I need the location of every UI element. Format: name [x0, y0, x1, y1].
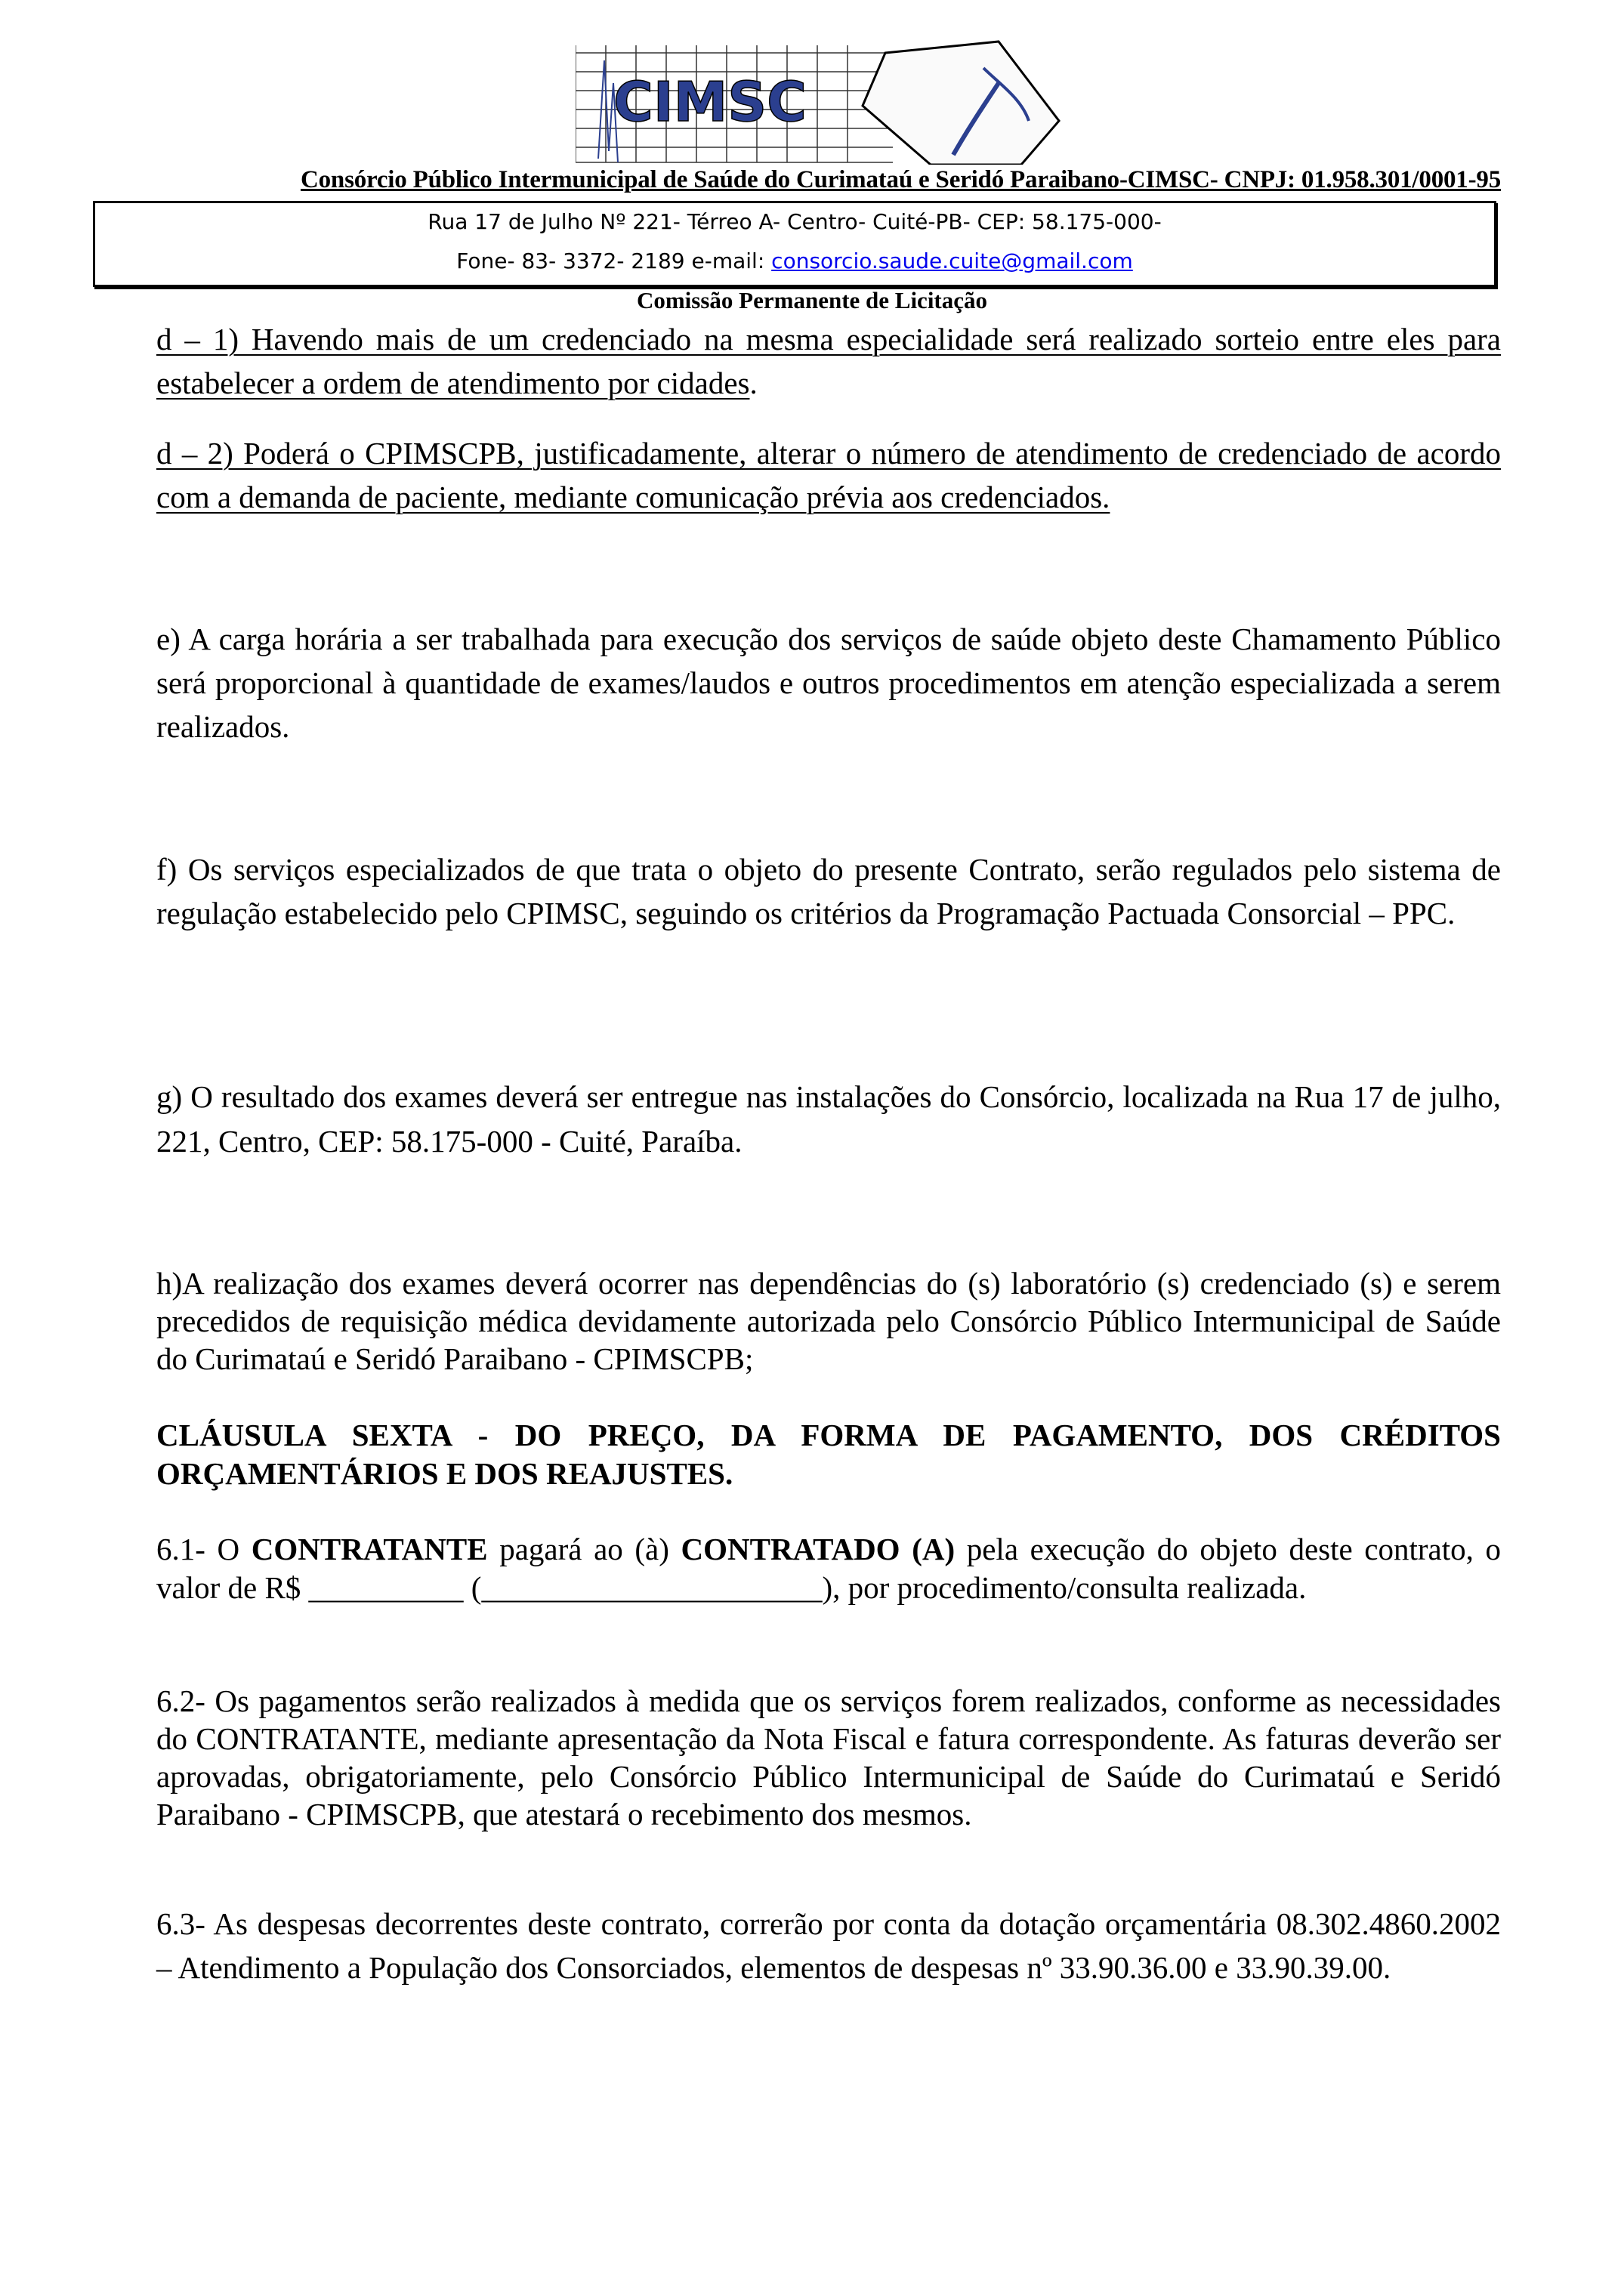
paragraph-f: f) Os serviços especializados de que trata o objeto do presente Contrato, serão regulados pelo sistema de regulação estabelecido pelo CPIMSC, seguindo os critérios da Programação Pactuada Consorcial – PPC.: [156, 852, 1501, 930]
email-link[interactable]: consorcio.saude.cuite@gmail.com: [771, 248, 1133, 273]
svg-text:CIMSC: CIMSC: [613, 70, 807, 134]
paragraph-6-2: 6.2- Os pagamentos serão realizados à medida que os serviços forem realizados, conforme as necessidades do CONTRATANTE, mediante apresentação da Nota Fiscal e fatura correspondente. As faturas deverão ser aprovadas, obrigatoriamente, pelo Consórcio Público Intermunicipal de Saúde do Curimataú e Seridó Paraibano - CPIMSCPB, que atestará o recebimento dos mesmos.: [156, 1683, 1501, 1832]
committee-title: Comissão Permanente de Licitação: [636, 287, 988, 313]
cimsc-logo: [576, 38, 1085, 165]
contact-line: [95, 248, 1494, 273]
address-line: Rua 17 de Julho Nº 221- Térreo A- Centro- Cuité-PB- CEP: 58.175-000-: [428, 209, 1162, 234]
contact-box: [93, 201, 1496, 287]
d1-text: d – 1) Havendo mais de um credenciado na mesma especialidade será realizado sorteio entre eles para estabelecer a ordem de atendimento por cidades: [156, 322, 1501, 400]
paragraph-g: g) O resultado dos exames deverá ser entregue nas instalações do Consórcio, localizada na Rua 17 de julho, 221, Centro, CEP: 58.175-000 - Cuité, Paraíba.: [156, 1079, 1501, 1159]
phone-text: Fone- 83- 3372- 2189 e-mail:: [456, 248, 772, 273]
p61-text-1: 6.1- O: [156, 1532, 252, 1566]
paragraph-d1: [156, 317, 1501, 405]
p61-text-2: pagará ao (à): [487, 1532, 681, 1566]
paragraph-d2: d – 2) Poderá o CPIMSCPB, justificadamente, alterar o número de atendimento de credenciado de acordo com a demanda de paciente, mediante comunicação prévia aos credenciados.: [156, 436, 1501, 514]
p61-contratante: CONTRATANTE: [251, 1532, 488, 1566]
d1-end: .: [749, 366, 758, 400]
clause-sixth-title: CLÁUSULA SEXTA - DO PREÇO, DA FORMA DE PAGAMENTO, DOS CRÉDITOS ORÇAMENTÁRIOS E DOS REAJUSTES.: [156, 1418, 1501, 1491]
p61-contratado: CONTRATADO (A): [681, 1532, 956, 1566]
p61-text-3: pela execução do objeto deste contrato, o valor de R$ __________ (______________________), por procedimento/consulta realizada.: [156, 1532, 1501, 1605]
paragraph-h: h)A realização dos exames deverá ocorrer nas dependências do (s) laboratório (s) credenciado (s) e serem precedidos de requisição médica devidamente autorizada pelo Consórcio Público Intermunicipal de Saúde do Curimataú e Seridó Paraibano - CPIMSCPB;: [156, 1266, 1501, 1376]
paragraph-6-1: [156, 1530, 1501, 1607]
paragraph-6-3: 6.3- As despesas decorrentes deste contrato, correrão por conta da dotação orçamentária 08.302.4860.2002 – Atendimento a População dos Consorciados, elementos de despesas nº 33.90.36.00 e 33.90.39.00.: [156, 1906, 1501, 1985]
organization-header: Consórcio Público Intermunicipal de Saúde do Curimataú e Seridó Paraibano-CIMSC- CNPJ: 01.958.301/0001-95: [300, 166, 1501, 193]
paragraph-e: e) A carga horária a ser trabalhada para execução dos serviços de saúde objeto deste Chamamento Público será proporcional à quantidade de exames/laudos e outros procedimentos em atenção especializada a serem realizados.: [156, 622, 1501, 744]
